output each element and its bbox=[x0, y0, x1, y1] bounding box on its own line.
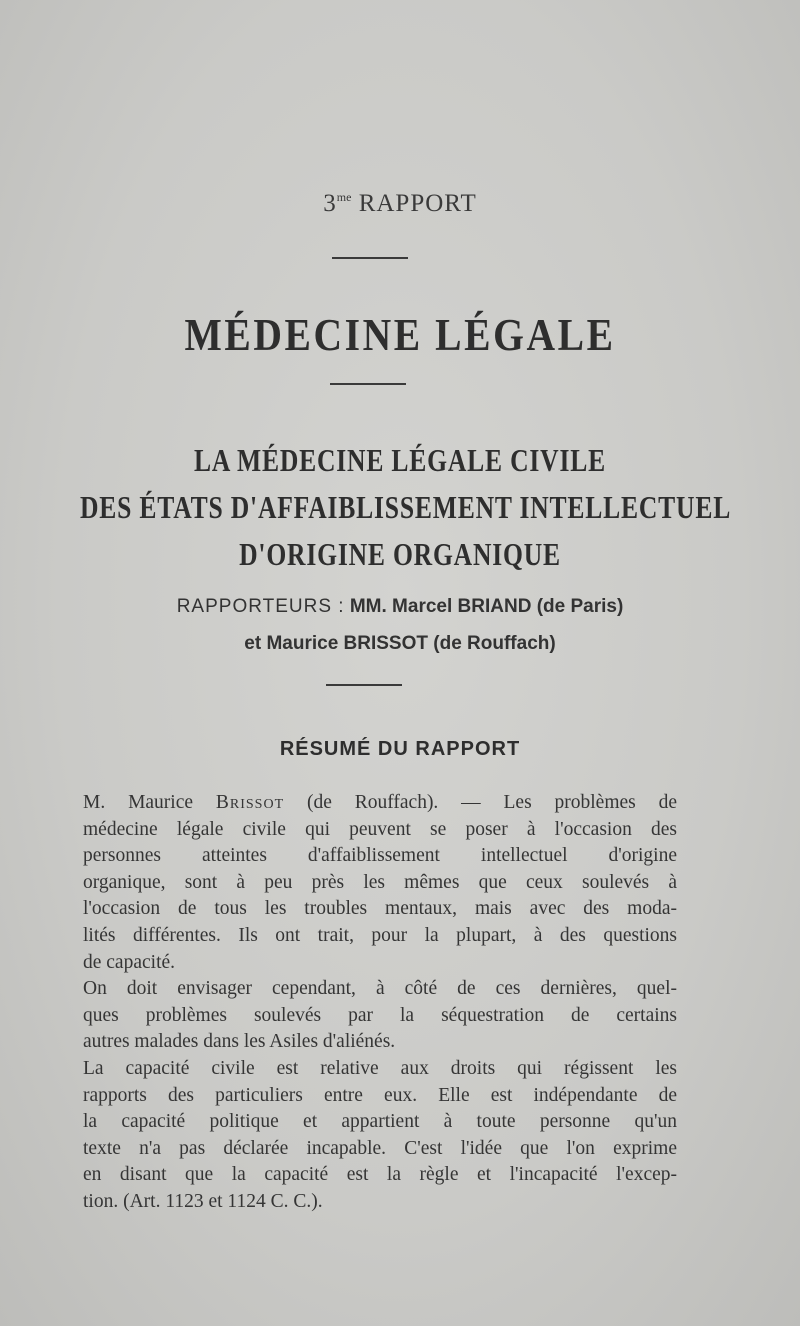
report-number: 3 bbox=[323, 190, 337, 217]
text-line bbox=[83, 790, 677, 817]
divider-rule bbox=[332, 257, 408, 259]
text-line: de capacité. bbox=[83, 951, 176, 973]
main-title: MÉDECINE LÉGALE bbox=[184, 309, 616, 360]
text-line: ques problèmes soulevés par la séquestration de certains bbox=[83, 1004, 677, 1026]
author-name: Brissot bbox=[215, 792, 285, 813]
resume-title: RÉSUMÉ DU RAPPORT bbox=[279, 738, 521, 760]
text-line: personnes atteintes d'affaiblissement intellectuel d'origine bbox=[83, 845, 677, 867]
subtitle-line-2: DES ÉTATS D'AFFAIBLISSEMENT INTELLECTUEL bbox=[80, 489, 732, 525]
author-prefix: M. Maurice bbox=[83, 792, 194, 813]
text-line: rapports des particuliers entre eux. Elle est indépendante de bbox=[83, 1084, 677, 1106]
text-line: texte n'a pas déclarée incapable. C'est l'idée que l'on exprime bbox=[83, 1137, 677, 1159]
report-number-suffix: me bbox=[336, 190, 352, 204]
text-line: en disant que la capacité est la règle et l'incapacité l'excep- bbox=[83, 1164, 677, 1186]
rapporteurs-names-1: MM. Marcel BRIAND (de Paris) bbox=[349, 596, 624, 617]
text-line: médecine légale civile qui peuvent se poser à l'occasion des bbox=[83, 818, 677, 840]
divider-rule bbox=[326, 684, 402, 686]
text-line-content: (de Rouffach). — Les problèmes de bbox=[284, 792, 677, 813]
text-line: organique, sont à peu près les mêmes que ceux soulevés à bbox=[83, 871, 677, 893]
rapporteurs-names-2: et Maurice BRISSOT (de Rouffach) bbox=[244, 633, 556, 654]
subtitle-line-3: D'ORIGINE ORGANIQUE bbox=[239, 536, 561, 572]
text-line: la capacité politique et appartient à toute personne qu'un bbox=[83, 1111, 677, 1133]
subtitle-line-1: LA MÉDECINE LÉGALE CIVILE bbox=[194, 442, 606, 478]
body-paragraph-3 bbox=[83, 1056, 677, 1216]
text-line: La capacité civile est relative aux droits qui régissent les bbox=[83, 1058, 677, 1079]
text-line: lités différentes. Ils ont trait, pour la plupart, à des questions bbox=[83, 924, 677, 946]
text-line: On doit envisager cependant, à côté de ces dernières, quel- bbox=[83, 978, 677, 999]
body-paragraph-1 bbox=[83, 790, 677, 976]
rapporteurs-label: RAPPORTEURS : bbox=[176, 596, 345, 617]
rapporteurs-line-2 bbox=[0, 633, 800, 655]
rapporteurs-line-1 bbox=[0, 596, 800, 618]
report-label: RAPPORT bbox=[358, 190, 477, 217]
divider-rule bbox=[330, 383, 406, 385]
text-line: autres malades dans les Asiles d'aliénés. bbox=[83, 1031, 396, 1053]
body-paragraph-2 bbox=[83, 976, 677, 1056]
report-number-heading bbox=[0, 190, 800, 218]
text-line: tion. (Art. 1123 et 1124 C. C.). bbox=[83, 1190, 323, 1212]
text-line: l'occasion de tous les troubles mentaux, mais avec des moda- bbox=[83, 898, 677, 920]
